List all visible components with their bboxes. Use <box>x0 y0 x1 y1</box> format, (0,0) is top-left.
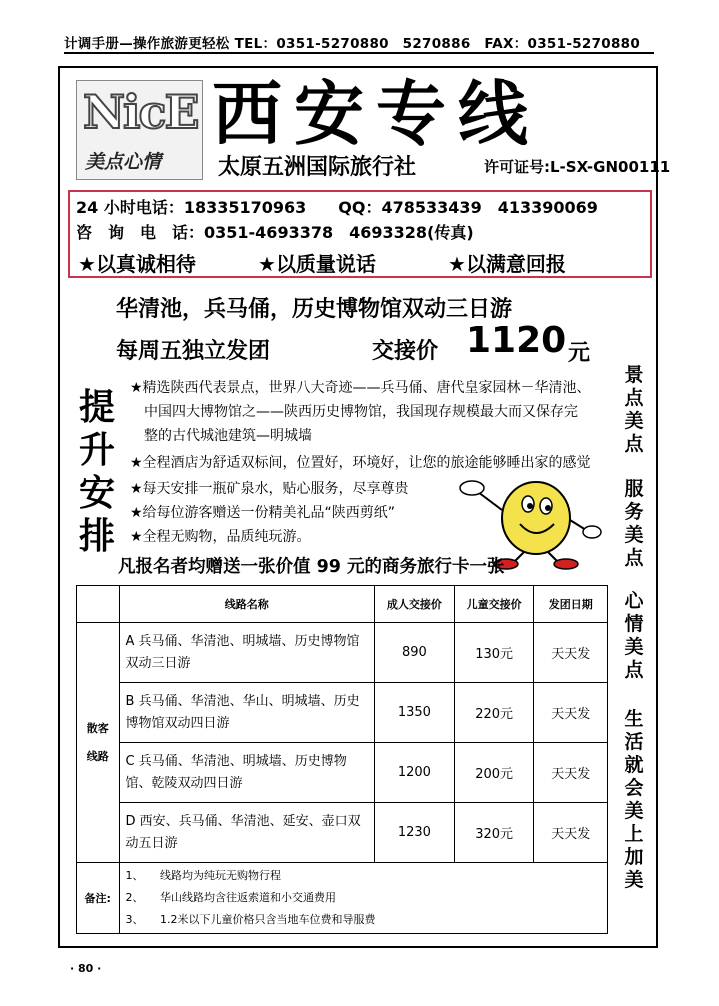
table-header: 成人交接价 <box>374 586 454 623</box>
group-label: 散客线路 <box>77 623 120 863</box>
notes-cell <box>119 863 607 934</box>
side-slogan <box>622 590 646 682</box>
side-slogan-char: 点 <box>624 659 644 681</box>
logo-slogan: 美点心情 <box>85 151 162 173</box>
note-item: 2、 华山线路均含往返索道和小交通费用 <box>125 891 337 904</box>
hotline-line: 24 小时电话：18335170963 QQ：478533439 413390069 <box>76 198 598 217</box>
star-icon: ★ <box>258 252 276 276</box>
star-icon: ★ <box>78 252 96 276</box>
side-slogan-char: 美 <box>624 800 644 822</box>
consult-line: 咨 询 电 话：0351-4693378 4693328(传真) <box>76 223 474 242</box>
route-name: B 兵马俑、华清池、华山、明城墙、历史博物馆双动四日游 <box>119 683 374 743</box>
page-title: 西安专线 <box>212 72 540 155</box>
side-slogan-char: 情 <box>624 613 644 635</box>
feature-line: ★给每位游客赠送一份精美礼品“陕西剪纸” <box>130 505 396 521</box>
table-header-row <box>77 586 608 623</box>
tour-title: 华清池，兵马俑，历史博物馆双动三日游 <box>116 297 513 322</box>
side-slogan-char: 景 <box>624 364 644 386</box>
side-slogan-char: 点 <box>624 433 644 455</box>
table-row <box>77 743 608 803</box>
license-number: 许可证号:L-SX-GN00111 <box>484 158 671 176</box>
departure-date: 天天发 <box>534 623 608 683</box>
feature-line: ★精选陕西代表景点，世界八大奇迹——兵马俑、唐代皇家园林－华清池、 <box>130 380 591 396</box>
departure-note: 每周五独立发团 <box>116 339 271 364</box>
side-slogan-char: 就 <box>624 754 644 776</box>
promise-3: ★以满意回报 <box>448 252 566 276</box>
header-underline <box>64 52 654 54</box>
notes-row <box>77 863 608 934</box>
side-slogan-char: 美 <box>624 410 644 432</box>
side-slogan <box>622 708 646 892</box>
adult-price: 1350 <box>374 683 454 743</box>
side-slogan-char: 点 <box>624 547 644 569</box>
table-row <box>77 683 608 743</box>
side-slogan-char: 加 <box>624 846 644 868</box>
table-header-blank <box>77 586 120 623</box>
company-name: 太原五洲国际旅行社 <box>218 155 417 180</box>
side-slogan-char: 上 <box>624 823 644 845</box>
side-slogan-char: 点 <box>624 387 644 409</box>
side-slogan <box>622 364 646 456</box>
side-slogan-char: 美 <box>624 636 644 658</box>
note-item: 3、 1.2米以下儿童价格只含当地车位费和导服费 <box>125 913 376 926</box>
side-slogan-char: 服 <box>624 478 644 500</box>
child-price: 320元 <box>454 803 534 863</box>
adult-price: 1230 <box>374 803 454 863</box>
star-icon: ★ <box>448 252 466 276</box>
feature-line: ★每天安排一瓶矿泉水，贴心服务，尽享尊贵 <box>130 481 409 497</box>
page-number: · 80 · <box>70 962 102 975</box>
side-slogan <box>622 478 646 570</box>
nice-logo <box>76 80 203 180</box>
side-slogan-char: 活 <box>624 731 644 753</box>
feature-line: ★全程酒店为舒适双标间，位置好，环境好，让您的旅途能够睡出家的感觉 <box>130 455 591 471</box>
note-item: 1、 线路均为纯玩无购物行程 <box>125 869 282 882</box>
feature-line: 整的古代城池建筑—明城墙 <box>130 428 312 444</box>
side-slogan-char: 美 <box>624 869 644 891</box>
price-value: 1120 <box>466 320 567 361</box>
child-price: 220元 <box>454 683 534 743</box>
price-label: 交接价 <box>372 339 439 364</box>
side-slogan-char: 心 <box>624 590 644 612</box>
header-text: 计调手册—操作旅游更轻松 TEL：0351-5270880 5270886 FAX：0351-5270880 <box>64 36 641 52</box>
page-header <box>64 32 654 54</box>
departure-date: 天天发 <box>534 803 608 863</box>
route-name: D 西安、兵马俑、华清池、延安、壶口双动五日游 <box>119 803 374 863</box>
route-name: A 兵马俑、华清池、明城墙、历史博物馆双动三日游 <box>119 623 374 683</box>
child-price: 200元 <box>454 743 534 803</box>
child-price: 130元 <box>454 623 534 683</box>
side-slogan-char: 务 <box>624 501 644 523</box>
table-header: 儿童交接价 <box>454 586 534 623</box>
feature-line: ★全程无购物，品质纯玩游。 <box>130 529 311 545</box>
departure-date: 天天发 <box>534 683 608 743</box>
route-table <box>76 585 608 934</box>
adult-price: 1200 <box>374 743 454 803</box>
adult-price: 890 <box>374 623 454 683</box>
table-header: 线路名称 <box>119 586 374 623</box>
feature-line: 中国四大博物馆之——陕西历史博物馆，我国现存规模最大而又保存完 <box>130 404 578 420</box>
route-name: C 兵马俑、华清池、明城墙、历史博物馆、乾陵双动四日游 <box>119 743 374 803</box>
logo-word: NicE <box>83 85 198 139</box>
departure-date: 天天发 <box>534 743 608 803</box>
upgrade-label: 提 升 安 排 <box>78 386 115 557</box>
side-slogan-char: 会 <box>624 777 644 799</box>
side-slogan-char: 美 <box>624 524 644 546</box>
promise-2: ★以质量说话 <box>258 252 376 276</box>
price-currency: 元 <box>568 341 591 366</box>
table-header: 发团日期 <box>534 586 608 623</box>
bonus-offer: 凡报名者均赠送一张价值 99 元的商务旅行卡一张 <box>118 557 505 577</box>
notes-label: 备注: <box>77 863 120 934</box>
promise-1: ★以真诚相待 <box>78 252 196 276</box>
table-row <box>77 623 608 683</box>
table-row <box>77 803 608 863</box>
side-slogan-char: 生 <box>624 708 644 730</box>
